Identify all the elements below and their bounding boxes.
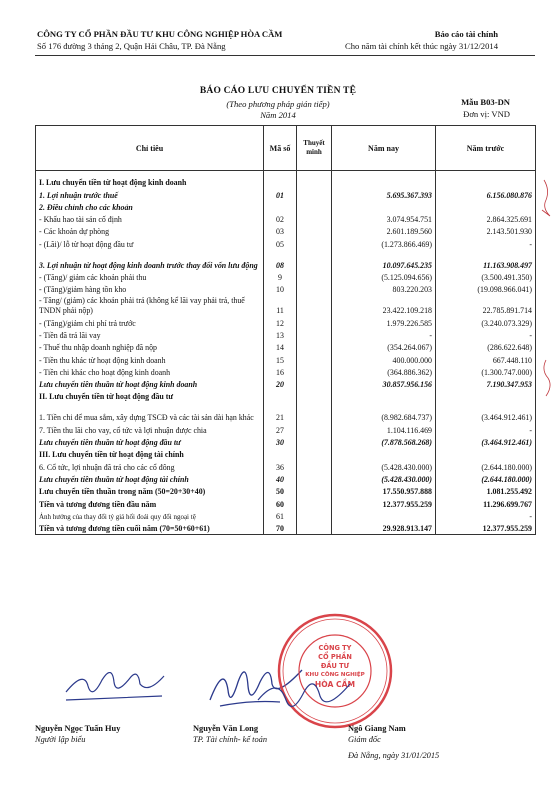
table-row	[36, 188, 536, 200]
row-code: 60	[264, 497, 297, 509]
row-label: 3. Lợi nhuận từ hoạt động kinh doanh trước thay đổi vốn lưu động	[36, 250, 264, 271]
row-note	[297, 353, 332, 365]
table-row	[36, 485, 536, 497]
row-code	[264, 201, 297, 213]
table-row	[36, 460, 536, 472]
row-label: - Khấu hao tài sản cố định	[36, 213, 264, 225]
row-last-year: (286.622.648)	[436, 341, 536, 353]
row-label: - Thuế thu nhập doanh nghiệp đã nộp	[36, 341, 264, 353]
row-last-year	[436, 390, 536, 402]
header-last-year: Năm trước	[436, 126, 536, 171]
row-label: - (Tăng)/giảm hàng tồn kho	[36, 283, 264, 295]
row-code: 70	[264, 522, 297, 535]
director-name: Ngô Giang Nam	[348, 724, 406, 733]
row-last-year: (2.644.180.000)	[436, 460, 536, 472]
table-row	[36, 436, 536, 448]
row-note	[297, 402, 332, 423]
company-name: CÔNG TY CỔ PHẦN ĐẦU TƯ KHU CÔNG NGHIỆP HÒA CẦM	[37, 29, 283, 39]
row-last-year: (3.464.912.461)	[436, 402, 536, 423]
row-note	[297, 316, 332, 328]
row-code: 11	[264, 295, 297, 316]
row-this-year: 23.422.109.218	[332, 295, 436, 316]
row-label: 7. Tiền thu lãi cho vay, cổ tức và lợi nhuận được chia	[36, 423, 264, 435]
row-label: Lưu chuyển tiền thuần từ hoạt động đầu tư	[36, 436, 264, 448]
row-code: 21	[264, 402, 297, 423]
row-note	[297, 329, 332, 341]
row-label: Lưu chuyển tiền thuần từ hoạt động tài chính	[36, 473, 264, 485]
row-this-year: (8.982.684.737)	[332, 402, 436, 423]
row-note	[297, 171, 332, 189]
table-row	[36, 497, 536, 509]
row-this-year	[332, 390, 436, 402]
row-last-year	[436, 201, 536, 213]
row-note	[297, 473, 332, 485]
row-note	[297, 436, 332, 448]
row-code: 03	[264, 225, 297, 237]
row-label: Lưu chuyển tiền thuần trong năm (50=20+30+40)	[36, 485, 264, 497]
row-code: 12	[264, 316, 297, 328]
row-label: III. Lưu chuyển tiền từ hoạt động tài chính	[36, 448, 264, 460]
row-code: 27	[264, 423, 297, 435]
row-label: 2. Điều chỉnh cho các khoản	[36, 201, 264, 213]
row-this-year: 3.074.954.751	[332, 213, 436, 225]
row-label: 1. Lợi nhuận trước thuế	[36, 188, 264, 200]
table-row	[36, 473, 536, 485]
table-row	[36, 510, 536, 522]
table-row	[36, 402, 536, 423]
row-last-year: 7.190.347.953	[436, 378, 536, 390]
row-code: 50	[264, 485, 297, 497]
row-note	[297, 510, 332, 522]
table-row	[36, 329, 536, 341]
row-note	[297, 250, 332, 271]
cash-flow-table	[35, 125, 536, 535]
row-last-year: (3.240.073.329)	[436, 316, 536, 328]
preparer-role: Người lập biểu	[35, 735, 86, 744]
row-label: - Tiền thu khác từ hoạt động kinh doanh	[36, 353, 264, 365]
row-note	[297, 460, 332, 472]
header-code: Mã số	[264, 126, 297, 171]
row-code: 9	[264, 271, 297, 283]
row-label: II. Lưu chuyển tiền từ hoạt động đầu tư	[36, 390, 264, 402]
report-year: Năm 2014	[260, 110, 296, 120]
row-label: - (Lãi)/ lỗ từ hoạt động đầu tư	[36, 237, 264, 249]
row-this-year: (7.878.568.268)	[332, 436, 436, 448]
row-last-year: 11.163.908.497	[436, 250, 536, 271]
row-code: 01	[264, 188, 297, 200]
preparer-name: Nguyễn Ngọc Tuấn Huy	[35, 724, 121, 733]
row-code	[264, 171, 297, 189]
row-last-year: (2.644.180.000)	[436, 473, 536, 485]
row-last-year: 6.156.080.876	[436, 188, 536, 200]
row-this-year: 803.220.203	[332, 283, 436, 295]
row-note	[297, 423, 332, 435]
table-row	[36, 423, 536, 435]
table-row	[36, 237, 536, 249]
row-code: 13	[264, 329, 297, 341]
table-row	[36, 271, 536, 283]
row-code	[264, 448, 297, 460]
header-note: Thuyết minh	[297, 126, 332, 171]
table-row	[36, 213, 536, 225]
stamp-line-2: CỔ PHẦN	[318, 653, 352, 661]
row-note	[297, 188, 332, 200]
row-this-year: (5.428.430.000)	[332, 460, 436, 472]
row-this-year: -	[332, 329, 436, 341]
row-note	[297, 485, 332, 497]
row-last-year	[436, 171, 536, 189]
row-code: 02	[264, 213, 297, 225]
row-this-year: 12.377.955.259	[332, 497, 436, 509]
row-note	[297, 201, 332, 213]
row-this-year: (5.428.430.000)	[332, 473, 436, 485]
row-label: - Tăng/ (giảm) các khoản phải trả (không kể lãi vay phải trả, thuế TNDN phải nộp)	[36, 295, 264, 316]
stamp-line-1: CÔNG TY	[318, 644, 352, 652]
row-this-year: (364.886.362)	[332, 366, 436, 378]
row-this-year: 5.695.367.393	[332, 188, 436, 200]
row-note	[297, 237, 332, 249]
form-code: Mẫu B03-DN	[461, 97, 510, 107]
row-this-year: (354.264.067)	[332, 341, 436, 353]
row-last-year: -	[436, 510, 536, 522]
row-last-year: -	[436, 329, 536, 341]
table-row	[36, 295, 536, 316]
row-this-year: 1.979.226.585	[332, 316, 436, 328]
table-row	[36, 250, 536, 271]
table-row	[36, 341, 536, 353]
stamp-line-3: ĐẦU TƯ	[320, 662, 350, 670]
row-code: 36	[264, 460, 297, 472]
row-last-year: 2.143.501.930	[436, 225, 536, 237]
report-method: (Theo phương pháp gián tiếp)	[226, 99, 330, 109]
row-note	[297, 271, 332, 283]
table-row	[36, 283, 536, 295]
margin-handwriting	[536, 170, 556, 410]
row-code: 10	[264, 283, 297, 295]
row-note	[297, 225, 332, 237]
row-this-year	[332, 201, 436, 213]
row-this-year: 30.857.956.156	[332, 378, 436, 390]
finance-name: Nguyễn Văn Long	[193, 724, 259, 733]
row-note	[297, 497, 332, 509]
row-label: I. Lưu chuyển tiền từ hoạt động kinh doanh	[36, 171, 264, 189]
row-this-year	[332, 171, 436, 189]
header-item: Chỉ tiêu	[36, 126, 264, 171]
sign-date: Đà Nẵng, ngày 31/01/2015	[348, 751, 440, 760]
row-this-year: 17.550.957.888	[332, 485, 436, 497]
preparer-signature	[62, 672, 172, 712]
row-this-year: 1.104.116.469	[332, 423, 436, 435]
row-code: 16	[264, 366, 297, 378]
row-label: - Các khoản dự phòng	[36, 225, 264, 237]
row-this-year: (5.125.094.656)	[332, 271, 436, 283]
row-label: - (Tăng)/ giảm các khoản phải thu	[36, 271, 264, 283]
row-code: 20	[264, 378, 297, 390]
row-label: - Tiền đã trả lãi vay	[36, 329, 264, 341]
director-signature	[252, 676, 362, 716]
row-label: Tiền và tương đương tiền đầu năm	[36, 497, 264, 509]
table-row	[36, 378, 536, 390]
row-last-year	[436, 448, 536, 460]
row-last-year: 2.864.325.691	[436, 213, 536, 225]
table-header-row	[36, 126, 536, 171]
row-label: 1. Tiền chi để mua sắm, xây dựng TSCĐ và các tài sản dài hạn khác	[36, 402, 264, 423]
row-last-year: 12.377.955.259	[436, 522, 536, 535]
finance-role: TP. Tài chính- kế toán	[193, 735, 268, 744]
row-this-year: 29.928.913.147	[332, 522, 436, 535]
table-row	[36, 366, 536, 378]
row-code: 08	[264, 250, 297, 271]
row-code: 15	[264, 353, 297, 365]
doc-type: Báo cáo tài chính	[434, 29, 498, 39]
row-label: Tiền và tương đương tiền cuối năm (70=50+60+61)	[36, 522, 264, 535]
stamp-line-4: KHU CÔNG NGHIỆP	[305, 672, 365, 678]
row-label: Ảnh hưởng của thay đổi tỷ giá hối đoái quy đổi ngoại tệ	[36, 510, 264, 522]
row-note	[297, 390, 332, 402]
row-last-year: 22.785.891.714	[436, 295, 536, 316]
row-this-year	[332, 448, 436, 460]
row-note	[297, 378, 332, 390]
row-last-year: 11.296.699.767	[436, 497, 536, 509]
header-this-year: Năm nay	[332, 126, 436, 171]
table-row	[36, 522, 536, 535]
row-last-year: (1.300.747.000)	[436, 366, 536, 378]
row-label: - Tiền chi khác cho hoạt động kinh doanh	[36, 366, 264, 378]
company-address: Số 176 đường 3 tháng 2, Quận Hải Châu, TP. Đà Nẵng	[37, 41, 226, 51]
row-code: 30	[264, 436, 297, 448]
row-note	[297, 366, 332, 378]
row-last-year: (3.464.912.461)	[436, 436, 536, 448]
row-code: 14	[264, 341, 297, 353]
table-body	[36, 171, 536, 535]
row-this-year: 10.097.645.235	[332, 250, 436, 271]
director-role: Giám đốc	[348, 735, 381, 744]
row-note	[297, 213, 332, 225]
report-title: BÁO CÁO LƯU CHUYỂN TIỀN TỆ	[199, 86, 357, 96]
row-code: 40	[264, 473, 297, 485]
table-row	[36, 448, 536, 460]
row-note	[297, 448, 332, 460]
row-last-year: 667.448.110	[436, 353, 536, 365]
row-last-year: 1.081.255.492	[436, 485, 536, 497]
table-row	[36, 316, 536, 328]
row-note	[297, 341, 332, 353]
row-this-year	[332, 510, 436, 522]
table-row	[36, 225, 536, 237]
table-row	[36, 390, 536, 402]
row-label: Lưu chuyển tiền thuần từ hoạt động kinh doanh	[36, 378, 264, 390]
row-last-year: (19.098.966.041)	[436, 283, 536, 295]
row-last-year: (3.500.491.350)	[436, 271, 536, 283]
currency-unit: Đơn vị: VND	[463, 109, 510, 119]
row-code	[264, 390, 297, 402]
row-code: 61	[264, 510, 297, 522]
header-divider	[35, 55, 535, 56]
stamp-line-5: HÒA CẦM	[314, 680, 356, 689]
row-note	[297, 283, 332, 295]
row-this-year: 2.601.189.560	[332, 225, 436, 237]
row-note	[297, 522, 332, 535]
row-last-year: -	[436, 423, 536, 435]
row-this-year: (1.273.866.469)	[332, 237, 436, 249]
table-row	[36, 353, 536, 365]
row-note	[297, 295, 332, 316]
row-last-year: -	[436, 237, 536, 249]
report-period: Cho năm tài chính kết thúc ngày 31/12/2014	[345, 41, 498, 51]
row-this-year: 400.000.000	[332, 353, 436, 365]
row-code: 05	[264, 237, 297, 249]
row-label: 6. Cổ tức, lợi nhuận đã trả cho các cổ đông	[36, 460, 264, 472]
table-row	[36, 171, 536, 189]
row-label: - (Tăng)/giảm chi phí trả trước	[36, 316, 264, 328]
table-row	[36, 201, 536, 213]
